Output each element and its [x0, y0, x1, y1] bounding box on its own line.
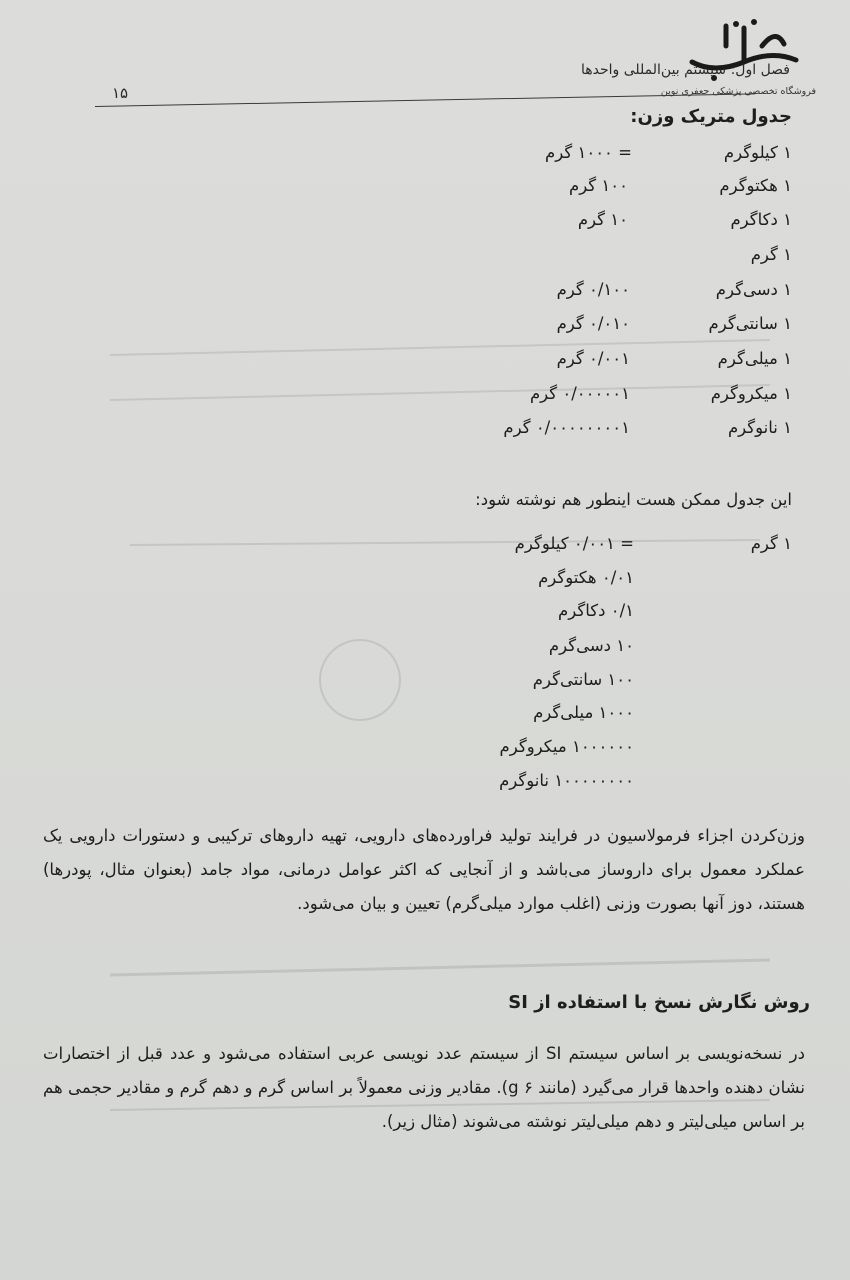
table-row-unit: ۱ میکروگرم — [710, 384, 792, 403]
table-row-value: ۰/۰۰۱ گرم — [556, 349, 630, 368]
alt-table-row: ۱۰۰۰۰۰۰ میکروگرم — [499, 737, 634, 756]
table-row-unit: ۱ هکتوگرم — [719, 176, 792, 195]
table-row-value: ۰/۰۰۰۰۰۰۰۰۱ گرم — [503, 418, 630, 437]
page-number: ۱۵ — [112, 84, 129, 102]
alt-table-row: ۱۰۰۰ میلی‌گرم — [533, 703, 634, 722]
table-row-unit: ۱ سانتی‌گرم — [708, 314, 792, 333]
store-logo — [684, 16, 802, 96]
store-name: فروشگاه تخصصی پزشکی جعفری نوین — [660, 86, 816, 97]
table-row-value: ۰/۰۰۰۰۰۱ گرم — [529, 384, 630, 403]
table-row-unit: ۱ میلی‌گرم — [717, 349, 792, 368]
alt-table-row: ۱۰۰۰۰۰۰۰۰ نانوگرم — [499, 771, 634, 790]
table-row-value: ۰/۰۱۰ گرم — [556, 314, 630, 333]
section-heading: روش نگارش نسخ با استفاده از SI — [508, 992, 810, 1013]
table-row-unit: ۱ کیلوگرم — [723, 143, 792, 162]
weight-table-title: جدول متریک وزن: — [630, 106, 792, 127]
alt-table-row: ۰/۰۱ هکتوگرم — [538, 568, 634, 587]
alt-table-row: = ۰/۰۰۱ کیلوگرم — [514, 534, 634, 553]
table-row-value: ۱۰۰ گرم — [568, 176, 628, 195]
chapter-title: فصل اول: سیستم بین‌المللی واحدها — [580, 62, 790, 78]
table-row-unit: ۱ دکاگرم — [730, 210, 792, 229]
table-row-value: = ۱۰۰۰ گرم — [545, 143, 632, 162]
body-paragraph: در نسخه‌نویسی بر اساس سیستم SI از سیستم عدد نویسی عربی استفاده می‌شود و عدد قبل از اختصارات نشان دهنده واحدها قرار می‌گیرد (مانند g ۶). مقادیر وزنی معمولاً بر اساس گرم و دهم گرم و مقادیر حجمی هم بر اساس میلی‌لیتر و دهم میلی‌لیتر نوشته می‌شوند (مثال زیر). — [43, 1044, 805, 1131]
body-paragraph: وزن‌کردن اجزاء فرمولاسیون در فرایند تولید فراورده‌های دارویی، تهیه داروهای ترکیبی و دستورات دارویی یک عملکرد معمول برای داروساز می‌باشد و از آنجایی که اکثر عوامل درمانی، مواد جامد (بعنوان مثال، پودرها) هستند، دوز آنها بصورت وزنی (اغلب موارد میلی‌گرم) تعیین و بیان می‌شود. — [43, 826, 805, 913]
alt-table-unit: ۱ گرم — [750, 534, 792, 553]
table-row-unit: ۱ گرم — [750, 245, 792, 264]
alt-table-row: ۱۰۰ سانتی‌گرم — [532, 670, 634, 689]
table-row-unit: ۱ دسی‌گرم — [715, 280, 792, 299]
table-row-value: ۱۰ گرم — [577, 210, 628, 229]
table-row-unit: ۱ نانوگرم — [727, 418, 792, 437]
table-row-value: ۰/۱۰۰ گرم — [556, 280, 630, 299]
alt-table-row: ۱۰ دسی‌گرم — [548, 636, 634, 655]
alt-table-intro: این جدول ممکن هست اینطور هم نوشته شود: — [475, 490, 792, 509]
alt-table-row: ۰/۱ دکاگرم — [558, 601, 634, 620]
